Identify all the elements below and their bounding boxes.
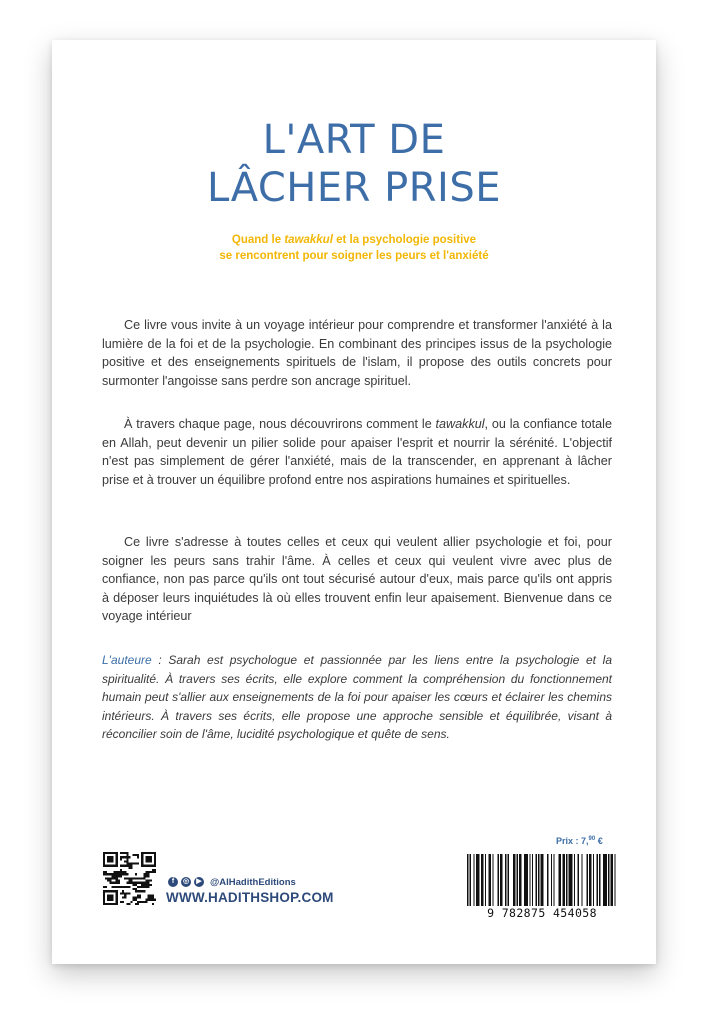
subtitle-text: et la psychologie positive: [332, 234, 477, 246]
website-url[interactable]: WWW.HADITHSHOP.COM: [166, 890, 334, 905]
subtitle-italic-term: tawakkul: [284, 234, 333, 246]
book-subtitle: [52, 232, 656, 264]
youtube-icon[interactable]: ▶: [194, 877, 204, 887]
isbn-number: 9 782875 454058: [487, 906, 597, 920]
price-label: [556, 836, 603, 846]
paragraph-italic-term: tawakkul: [435, 417, 485, 431]
subtitle-line-1: [52, 232, 656, 248]
paragraph-segment: À travers chaque page, nous découvrirons comment le: [124, 417, 436, 431]
author-label: L'auteure: [102, 653, 152, 667]
price-cents: 90: [588, 836, 596, 842]
title-line-2: LÂCHER PRISE: [206, 165, 502, 211]
social-handle: @AlHadithEditions: [210, 876, 296, 888]
title-line-1: L'ART DE: [262, 117, 446, 163]
paragraph-text: Ce livre vous invite à un voyage intérieur pour comprendre et transformer l'anxiété à la lumière de la foi et de la psychologie. En combinant des principes issus de la psychologie positive et des enseignements spirituels de l'islam, il propose des outils concrets pour surmonter l'angoisse sans perdre son ancrage spirituel.: [102, 318, 612, 388]
book-back-cover: [52, 40, 656, 964]
subtitle-line-2: se rencontrent pour soigner les peurs et l'anxiété: [219, 250, 489, 262]
description-paragraph-3: [102, 533, 612, 626]
author-bio: [102, 651, 612, 744]
author-bio-text: : Sarah est psychologue et passionnée par les liens entre la psychologie et la spiritualité. À travers ses écrits, elle explore comment la compréhension du fonctionnement humain peut s'allier aux enseignements de la foi pour apaiser les cœurs et éclairer les chemins intérieurs. À travers ses écrits, elle propose une approche sensible et équilibrée, visant à réconcilier soin de l'âme, lucidité psychologique et quête de sens.: [102, 653, 612, 742]
description-paragraph-1: [102, 316, 612, 390]
price-currency: €: [595, 836, 603, 846]
instagram-icon[interactable]: ◎: [182, 878, 190, 885]
subtitle-text: Quand le: [231, 234, 285, 246]
facebook-icon[interactable]: f: [168, 877, 178, 887]
book-title: [52, 116, 656, 212]
social-links: [168, 875, 296, 889]
description-paragraph-2: [102, 415, 612, 489]
paragraph-segment: , ou la confiance totale en Allah, peut devenir un pilier solide pour apaiser l'esprit et nourrir la sérénité. L'objectif n'est pas simplement de gérer l'anxiété, mais de la transcender, en apprenant à lâcher prise et à trouver un équilibre profond entre nos aspirations humaines et spirituelles.: [102, 417, 612, 487]
paragraph-text: [102, 415, 612, 489]
barcode: [465, 854, 619, 906]
paragraph-text: Ce livre s'adresse à toutes celles et ceux qui veulent allier psychologie et foi, pour soigner les peurs sans trahir l'âme. À celles et ceux qui veulent vivre avec plus de confiance, non pas parce qu'ils ont tout sécurisé autour d'eux, mais parce qu'ils ont appris à déposer leurs inquiétudes là où elles trouvent enfin leur apaisement. Bienvenue dans ce voyage intérieur: [102, 535, 612, 624]
price-text: Prix : 7,: [556, 836, 589, 846]
qr-code: [103, 852, 156, 905]
